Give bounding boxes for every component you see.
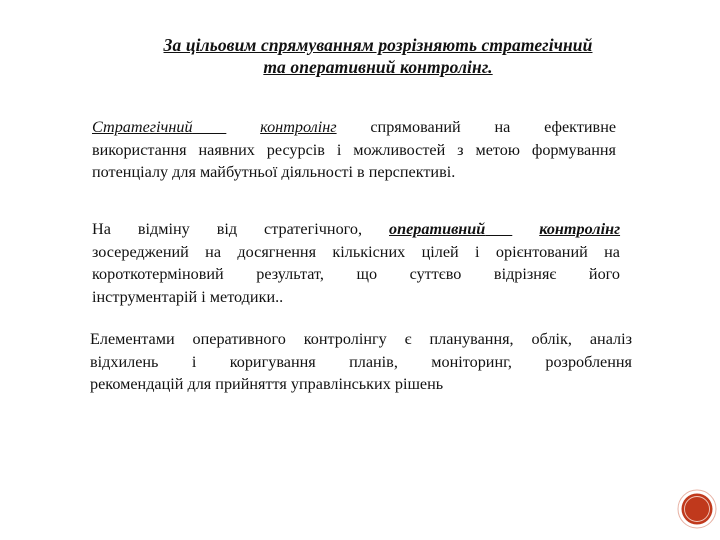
word: відміну	[137, 220, 190, 238]
badge-fill-circle	[682, 494, 713, 525]
paragraph-line	[92, 218, 620, 241]
word: стратегічного,	[264, 220, 363, 238]
term-controlling: контролінг	[260, 118, 337, 136]
word: спрямований	[370, 118, 461, 136]
paragraph-line: використання наявних ресурсів і можливостей з метою формування	[92, 140, 616, 159]
word: ефективне	[544, 118, 617, 136]
paragraph-line: відхилень і коригування планів, моніторинг, розроблення	[90, 352, 632, 371]
slide-logo-badge	[677, 489, 717, 529]
word: на	[494, 118, 511, 136]
operational-controlling-paragraph	[92, 218, 620, 308]
word: На	[92, 220, 111, 238]
term-strategic: Стратегічний	[92, 118, 193, 136]
paragraph-line: зосереджений на досягнення кількісних цілей і орієнтований на	[92, 242, 620, 261]
term-space	[485, 220, 512, 238]
title-line-2: та оперативний контролінг.	[263, 57, 493, 77]
title-line-1: За цільовим спрямуванням розрізняють стратегічний	[163, 35, 593, 55]
word: від	[216, 220, 238, 238]
term-controlling: контролінг	[539, 220, 621, 238]
term-operational: оперативний	[389, 220, 486, 238]
paragraph-line: Елементами оперативного контролінгу є планування, облік, аналіз	[90, 330, 632, 348]
paragraph-line: короткотерміновий результат, що суттєво відрізняє його	[92, 265, 620, 283]
paragraph-line: інструментарій і методики..	[92, 287, 284, 306]
strategic-controlling-paragraph	[92, 116, 616, 184]
paragraph-line	[92, 116, 616, 139]
slide-title	[118, 34, 638, 78]
paragraph-line: потенціалу для майбутньої діяльності в перспективі.	[92, 163, 456, 181]
operational-elements-paragraph	[90, 328, 632, 396]
paragraph-line: рекомендацій для прийняття управлінських рішень	[90, 375, 444, 393]
term-space	[193, 118, 227, 136]
